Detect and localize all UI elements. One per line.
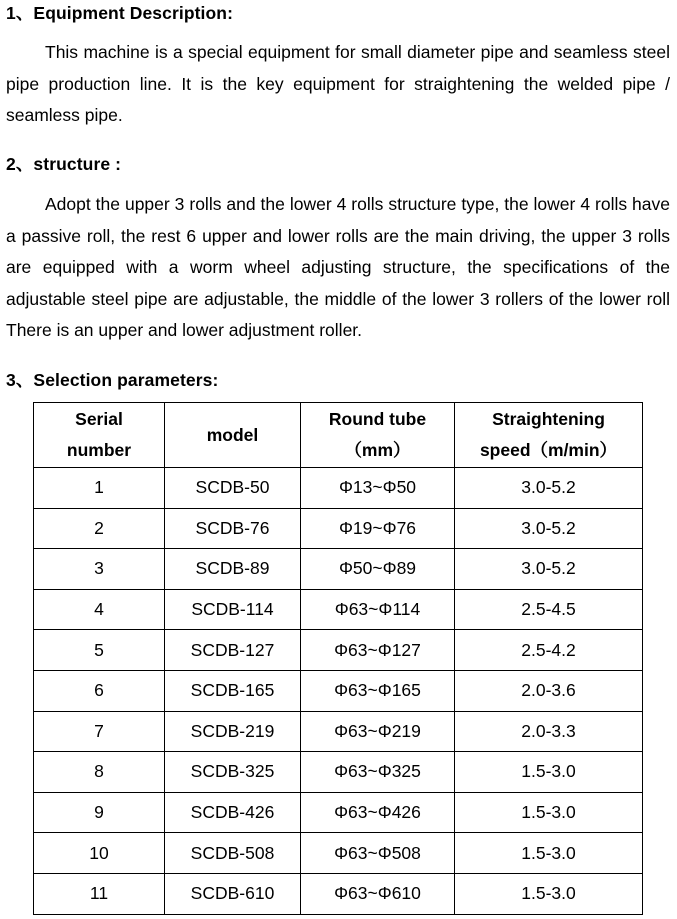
table-row	[34, 792, 643, 833]
heading-equipment-description: 1、Equipment Description:	[6, 3, 234, 23]
table-row	[34, 752, 643, 793]
cell-model: SCDB-426	[165, 792, 301, 833]
cell-speed: 1.5-3.0	[455, 792, 643, 833]
table-header-row	[34, 403, 643, 468]
cell-round-tube: Φ50~Φ89	[301, 549, 455, 590]
header-serial-line2: number	[66, 440, 132, 460]
cell-round-tube: Φ19~Φ76	[301, 508, 455, 549]
table-row	[34, 670, 643, 711]
cell-round-tube: Φ63~Φ219	[301, 711, 455, 752]
cell-model: SCDB-89	[165, 549, 301, 590]
cell-model: SCDB-50	[165, 468, 301, 509]
cell-speed: 2.0-3.6	[455, 670, 643, 711]
cell-serial: 10	[34, 833, 165, 874]
cell-serial: 5	[34, 630, 165, 671]
header-speed-line1: Straightening	[492, 409, 605, 429]
cell-model: SCDB-325	[165, 752, 301, 793]
table-row	[34, 549, 643, 590]
cell-speed: 1.5-3.0	[455, 833, 643, 874]
cell-serial: 3	[34, 549, 165, 590]
cell-model: SCDB-610	[165, 873, 301, 914]
header-round-line1: Round tube	[328, 409, 427, 429]
header-round-tube	[301, 403, 455, 468]
cell-round-tube: Φ63~Φ610	[301, 873, 455, 914]
cell-serial: 8	[34, 752, 165, 793]
cell-serial: 4	[34, 589, 165, 630]
table-row	[34, 630, 643, 671]
cell-model: SCDB-508	[165, 833, 301, 874]
cell-speed: 3.0-5.2	[455, 508, 643, 549]
cell-speed: 1.5-3.0	[455, 752, 643, 793]
cell-model: SCDB-127	[165, 630, 301, 671]
heading-selection-parameters: 3、Selection parameters:	[6, 370, 219, 390]
cell-model: SCDB-114	[165, 589, 301, 630]
cell-round-tube: Φ63~Φ426	[301, 792, 455, 833]
header-serial-line1: Serial	[75, 409, 123, 429]
paragraph-equipment-description: This machine is a special equipment for small diameter pipe and seamless steel pipe production line. It is the key equipment for straightening the welded pipe / seamless pipe.	[6, 42, 670, 126]
cell-serial: 7	[34, 711, 165, 752]
heading-structure: 2、structure :	[6, 154, 122, 174]
table-row	[34, 833, 643, 874]
cell-model: SCDB-76	[165, 508, 301, 549]
cell-model: SCDB-165	[165, 670, 301, 711]
cell-speed: 2.0-3.3	[455, 711, 643, 752]
cell-serial: 1	[34, 468, 165, 509]
header-model: model	[165, 403, 301, 468]
parameters-table	[33, 402, 643, 915]
header-serial-number	[34, 403, 165, 468]
cell-model: SCDB-219	[165, 711, 301, 752]
cell-speed: 3.0-5.2	[455, 468, 643, 509]
cell-speed: 1.5-3.0	[455, 873, 643, 914]
cell-serial: 11	[34, 873, 165, 914]
cell-round-tube: Φ63~Φ165	[301, 670, 455, 711]
table-row	[34, 711, 643, 752]
cell-serial: 2	[34, 508, 165, 549]
header-speed-line2: speed（m/min）	[479, 440, 618, 460]
paragraph-structure: Adopt the upper 3 rolls and the lower 4 rolls structure type, the lower 4 rolls have a passive roll, the rest 6 upper and lower rolls are the main driving, the upper 3 rolls are equipped with a worm wheel adjusting structure, the specifications of the adjustable steel pipe are adjustable, the middle of the lower 3 rollers of the lower roll There is an upper and lower adjustment roller.	[6, 194, 670, 341]
header-round-line2: （mm）	[344, 440, 411, 460]
cell-round-tube: Φ63~Φ508	[301, 833, 455, 874]
cell-serial: 9	[34, 792, 165, 833]
cell-round-tube: Φ13~Φ50	[301, 468, 455, 509]
table-row	[34, 873, 643, 914]
table-row	[34, 468, 643, 509]
cell-round-tube: Φ63~Φ127	[301, 630, 455, 671]
cell-serial: 6	[34, 670, 165, 711]
table-row	[34, 508, 643, 549]
cell-speed: 2.5-4.5	[455, 589, 643, 630]
cell-speed: 3.0-5.2	[455, 549, 643, 590]
cell-speed: 2.5-4.2	[455, 630, 643, 671]
cell-round-tube: Φ63~Φ325	[301, 752, 455, 793]
cell-round-tube: Φ63~Φ114	[301, 589, 455, 630]
header-straightening-speed	[455, 403, 643, 468]
table-row	[34, 589, 643, 630]
